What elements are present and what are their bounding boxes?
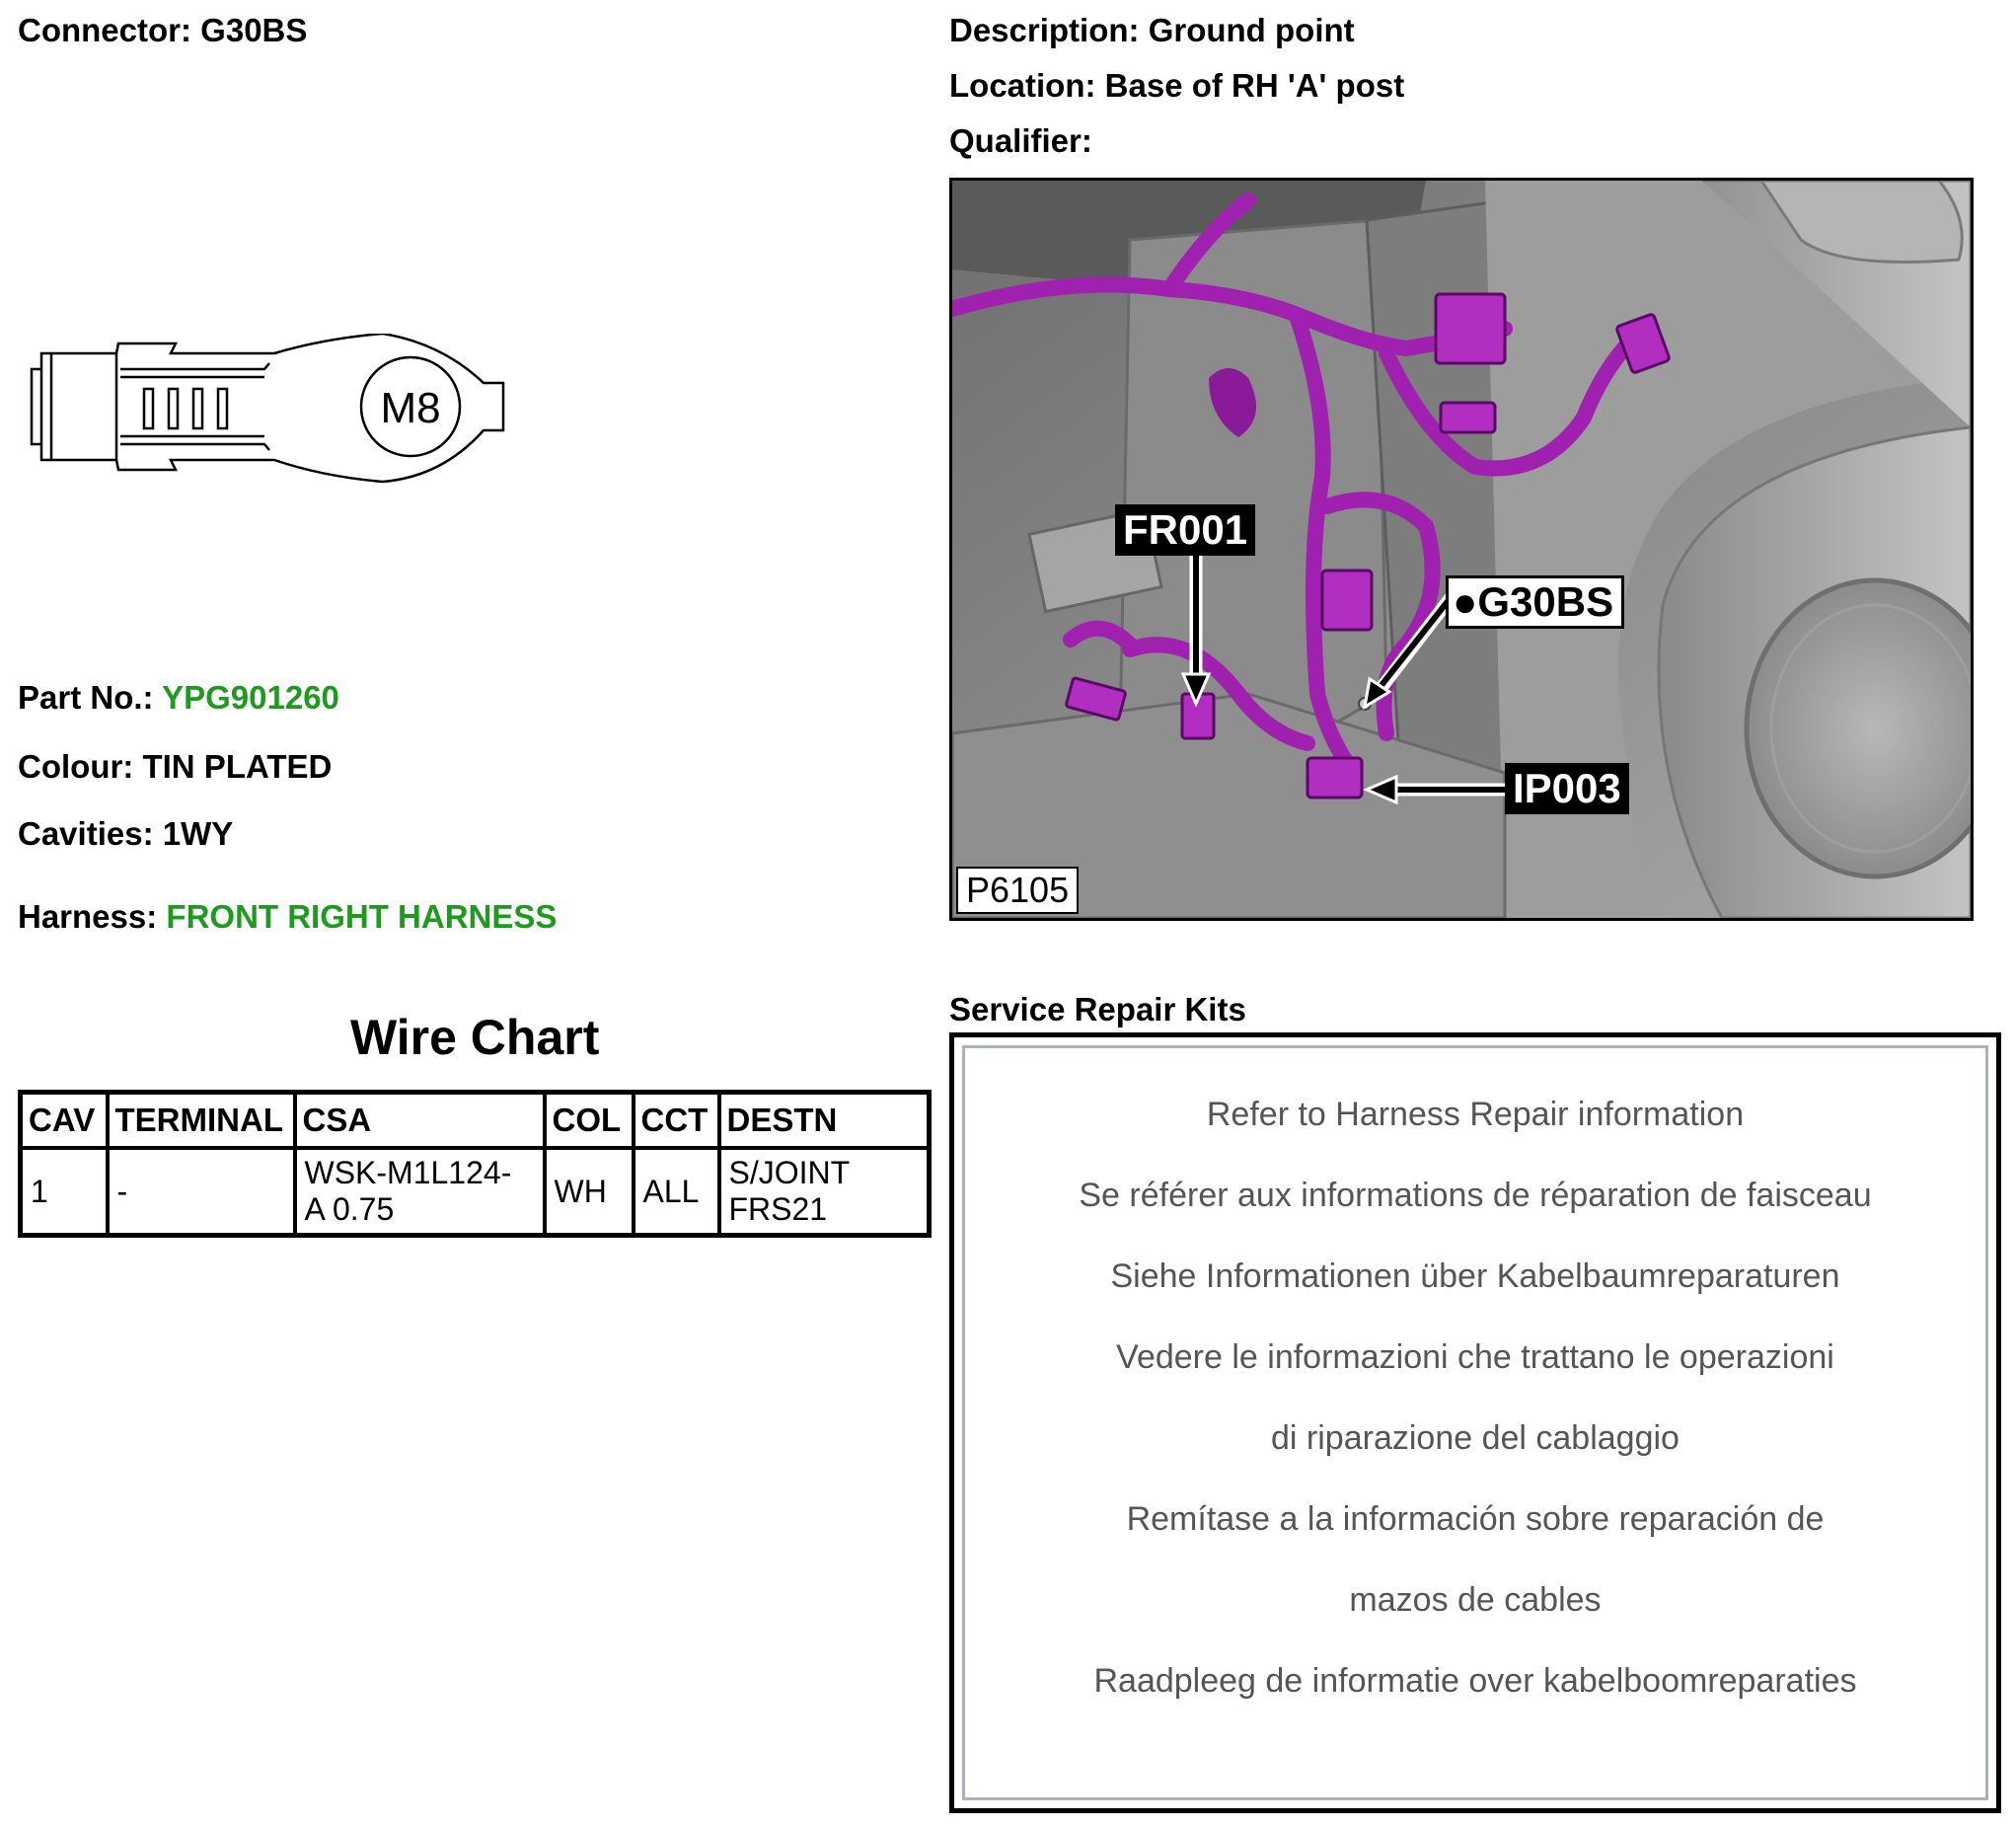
part-no-value: YPG901260 xyxy=(162,679,339,716)
kit-line-italian-1: Vedere le informazioni che trattano le operazioni xyxy=(1116,1338,1834,1376)
cell-cct: ALL xyxy=(634,1148,719,1236)
callout-ip003: IP003 xyxy=(1505,763,1629,814)
colour-value: TIN PLATED xyxy=(142,748,333,785)
column-header-csa: CSA xyxy=(295,1093,545,1149)
callout-g30bs xyxy=(1446,575,1624,629)
kit-line-italian-2: di riparazione del cablaggio xyxy=(1271,1419,1680,1457)
cavities-label: Cavities: xyxy=(18,815,154,852)
service-repair-kits-title: Service Repair Kits xyxy=(949,991,1246,1028)
table-row xyxy=(21,1148,930,1236)
connector-label: Connector: xyxy=(18,12,191,48)
harness-label: Harness: xyxy=(18,898,158,935)
callout-arrows xyxy=(952,181,1971,918)
wire-chart-table xyxy=(18,1090,932,1238)
service-repair-kits-box xyxy=(949,1032,2001,1813)
cell-terminal: - xyxy=(108,1148,295,1236)
kit-line-dutch: Raadpleeg de informatie over kabelboomreparaties xyxy=(1093,1662,1857,1700)
ring-terminal-drawing xyxy=(28,334,521,492)
cell-destn xyxy=(719,1148,930,1236)
column-header-terminal: TERMINAL xyxy=(108,1093,295,1149)
colour-field xyxy=(18,748,332,786)
kit-line-spanish-1: Remítase a la información sobre reparación de xyxy=(1126,1500,1825,1538)
qualifier-field xyxy=(949,122,1092,160)
photo-reference-label: P6105 xyxy=(956,867,1079,914)
cell-csa xyxy=(295,1148,545,1236)
connector-field xyxy=(18,12,307,49)
location-field xyxy=(949,67,1404,105)
column-header-destn: DESTN xyxy=(719,1093,930,1149)
description-field xyxy=(949,12,1355,49)
location-photo xyxy=(949,178,1974,921)
kit-line-spanish-2: mazos de cables xyxy=(1349,1581,1602,1619)
cavities-field xyxy=(18,815,233,853)
description-label: Description: xyxy=(949,12,1140,48)
location-label: Location: xyxy=(949,67,1096,104)
part-no-field xyxy=(18,679,339,717)
cell-destn-line2: FRS21 xyxy=(728,1191,828,1227)
cell-cav: 1 xyxy=(21,1148,108,1236)
terminal-stamp-text: M8 xyxy=(380,384,441,432)
cell-col: WH xyxy=(545,1148,634,1236)
kit-line-french: Se référer aux informations de réparation de faisceau xyxy=(1079,1177,1872,1214)
cell-destn-line1: S/JOINT xyxy=(728,1155,851,1190)
qualifier-label: Qualifier: xyxy=(949,122,1092,159)
callout-g30bs-text: G30BS xyxy=(1477,578,1614,625)
kit-line-english: Refer to Harness Repair information xyxy=(1206,1096,1745,1133)
ground-point-dot-icon: ● xyxy=(1453,578,1478,625)
colour-label: Colour: xyxy=(18,748,134,785)
service-repair-kits-panel xyxy=(962,1045,1988,1800)
cavities-value: 1WY xyxy=(162,815,234,852)
kit-line-german: Siehe Informationen über Kabelbaumreparaturen xyxy=(1110,1257,1840,1295)
harness-value: FRONT RIGHT HARNESS xyxy=(166,898,558,935)
description-value: Ground point xyxy=(1148,12,1355,48)
harness-field xyxy=(18,898,557,936)
location-value: Base of RH 'A' post xyxy=(1104,67,1405,104)
connector-value: G30BS xyxy=(200,12,308,48)
cell-csa-line2: A 0.75 xyxy=(304,1191,395,1227)
cell-csa-line1: WSK-M1L124- xyxy=(304,1155,512,1190)
wire-chart-title: Wire Chart xyxy=(350,1010,600,1065)
part-no-label: Part No.: xyxy=(18,679,154,716)
column-header-cav: CAV xyxy=(21,1093,108,1149)
column-header-cct: CCT xyxy=(634,1093,719,1149)
callout-fr001: FR001 xyxy=(1115,504,1255,556)
column-header-col: COL xyxy=(545,1093,634,1149)
table-header-row xyxy=(21,1093,930,1149)
